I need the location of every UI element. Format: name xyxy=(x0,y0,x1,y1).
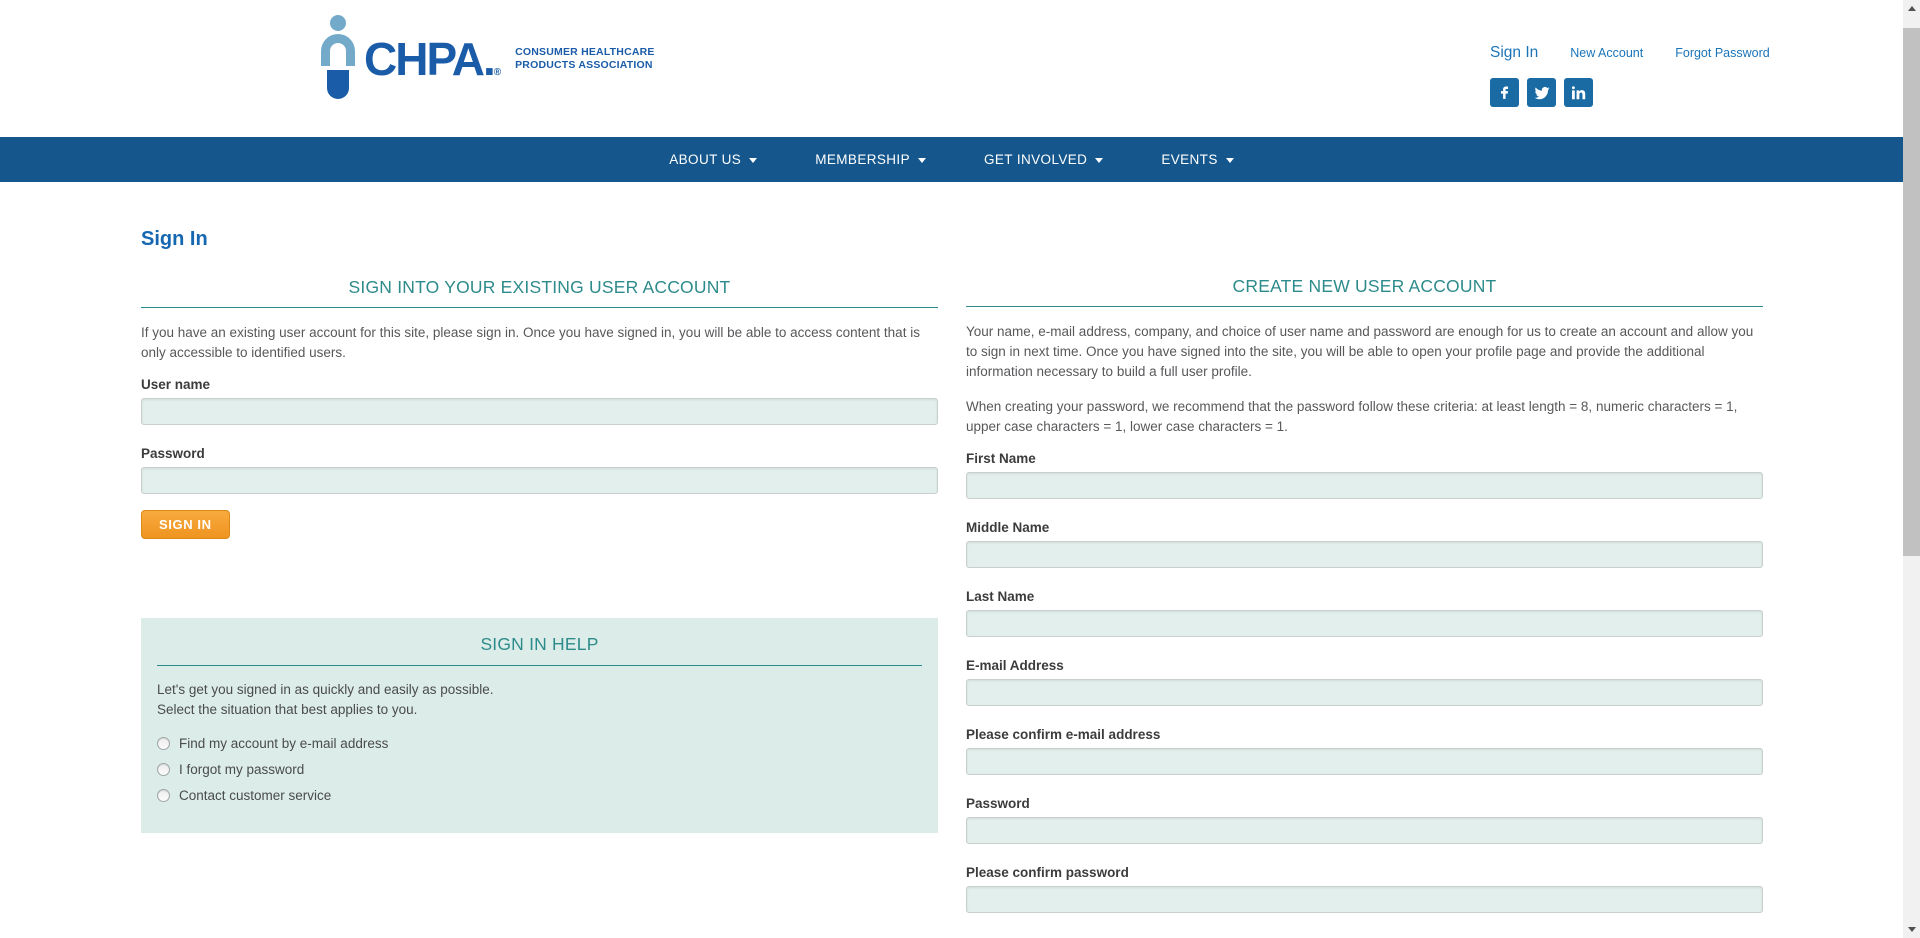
first-name-input[interactable] xyxy=(966,472,1763,499)
main-content xyxy=(141,182,1763,913)
email-input[interactable] xyxy=(966,679,1763,706)
logo-tagline: CONSUMER HEALTHCARE PRODUCTS ASSOCIATION xyxy=(515,46,655,72)
confirm-password-input[interactable] xyxy=(966,886,1763,913)
first-name-group xyxy=(966,451,1763,499)
help-option-forgot-password[interactable] xyxy=(157,762,922,777)
nav-label: GET INVOLVED xyxy=(983,152,1088,167)
nav-membership[interactable] xyxy=(815,152,926,167)
sign-in-link[interactable]: Sign In xyxy=(1490,44,1539,61)
radio-label: I forgot my password xyxy=(179,762,305,777)
new-password-label: Password xyxy=(966,796,1030,811)
header-right xyxy=(1490,44,1820,107)
signin-intro-text: If you have an existing user account for this site, please sign in. Once you have signed in, you will be able to access content that is only accessible to identified users. xyxy=(141,325,920,360)
confirm-email-input[interactable] xyxy=(966,748,1763,775)
new-account-link[interactable]: New Account xyxy=(1570,46,1644,60)
existing-account-column xyxy=(141,228,938,913)
registered-mark: ® xyxy=(493,67,500,78)
vertical-scrollbar[interactable] xyxy=(1903,0,1920,938)
existing-account-heading: SIGN INTO YOUR EXISTING USER ACCOUNT xyxy=(141,277,938,308)
help-options xyxy=(157,736,922,803)
username-label: User name xyxy=(141,377,211,392)
radio-icon[interactable] xyxy=(157,763,170,776)
page-title: Sign In xyxy=(141,228,208,250)
password-group xyxy=(141,446,938,494)
create-account-heading: CREATE NEW USER ACCOUNT xyxy=(966,276,1763,307)
linkedin-icon[interactable] xyxy=(1564,78,1593,107)
nav-events[interactable] xyxy=(1161,152,1233,167)
site-header xyxy=(0,0,1920,137)
username-input[interactable] xyxy=(141,398,938,425)
chevron-down-icon xyxy=(1095,158,1103,163)
sign-in-help-heading: SIGN IN HELP xyxy=(157,634,922,666)
confirm-password-group xyxy=(966,865,1763,913)
nav-label: EVENTS xyxy=(1161,152,1218,167)
help-option-find-account[interactable] xyxy=(157,736,922,751)
social-icons xyxy=(1490,78,1820,107)
middle-name-group xyxy=(966,520,1763,568)
sign-in-help-text: Let's get you signed in as quickly and easily as possible. Select the situation that best applies to you. xyxy=(157,682,494,717)
nav-get-involved[interactable] xyxy=(984,152,1103,167)
main-navbar xyxy=(0,137,1920,182)
radio-label: Contact customer service xyxy=(179,788,332,803)
create-account-para1: Your name, e-mail address, company, and choice of user name and password are enough for us to create an account and allow you to sign in next time. Once you have signed into the site, you will be able to open your profile page and provide the additional information necessary to build a full user profile. xyxy=(966,324,1754,379)
new-password-group xyxy=(966,796,1763,844)
scroll-up-arrow[interactable] xyxy=(1903,0,1920,17)
twitter-icon[interactable] xyxy=(1527,78,1556,107)
logo-wordmark: CHPA.® xyxy=(364,33,500,85)
last-name-group xyxy=(966,589,1763,637)
confirm-password-label: Please confirm password xyxy=(966,865,1129,880)
create-account-para2: When creating your password, we recommend that the password follow these criteria: at least length = 8, numeric characters = 1, upper case characters = 1, lower case characters = 1. xyxy=(966,399,1738,434)
chpa-person-icon xyxy=(318,14,358,100)
facebook-icon[interactable] xyxy=(1490,78,1519,107)
chevron-down-icon xyxy=(1226,158,1234,163)
radio-label: Find my account by e-mail address xyxy=(179,736,389,751)
chevron-down-icon xyxy=(918,158,926,163)
radio-icon[interactable] xyxy=(157,737,170,750)
scroll-down-arrow[interactable] xyxy=(1903,921,1920,938)
middle-name-label: Middle Name xyxy=(966,520,1050,535)
create-account-column xyxy=(966,228,1763,913)
new-password-input[interactable] xyxy=(966,817,1763,844)
chpa-logo[interactable] xyxy=(318,10,655,100)
password-label: Password xyxy=(141,446,205,461)
forgot-password-link[interactable]: Forgot Password xyxy=(1675,46,1770,60)
account-links xyxy=(1490,44,1820,62)
nav-label: ABOUT US xyxy=(669,152,742,167)
middle-name-input[interactable] xyxy=(966,541,1763,568)
last-name-input[interactable] xyxy=(966,610,1763,637)
confirm-email-label: Please confirm e-mail address xyxy=(966,727,1161,742)
confirm-email-group xyxy=(966,727,1763,775)
radio-icon[interactable] xyxy=(157,789,170,802)
last-name-label: Last Name xyxy=(966,589,1035,604)
help-option-contact-service[interactable] xyxy=(157,788,922,803)
first-name-label: First Name xyxy=(966,451,1036,466)
password-input[interactable] xyxy=(141,467,938,494)
username-group xyxy=(141,377,938,425)
sign-in-help-box xyxy=(141,618,938,833)
chevron-down-icon xyxy=(749,158,757,163)
sign-in-button[interactable]: SIGN IN xyxy=(141,510,230,539)
nav-about-us[interactable] xyxy=(669,152,757,167)
email-label: E-mail Address xyxy=(966,658,1064,673)
scrollbar-thumb[interactable] xyxy=(1903,28,1920,556)
nav-label: MEMBERSHIP xyxy=(815,152,910,167)
email-group xyxy=(966,658,1763,706)
